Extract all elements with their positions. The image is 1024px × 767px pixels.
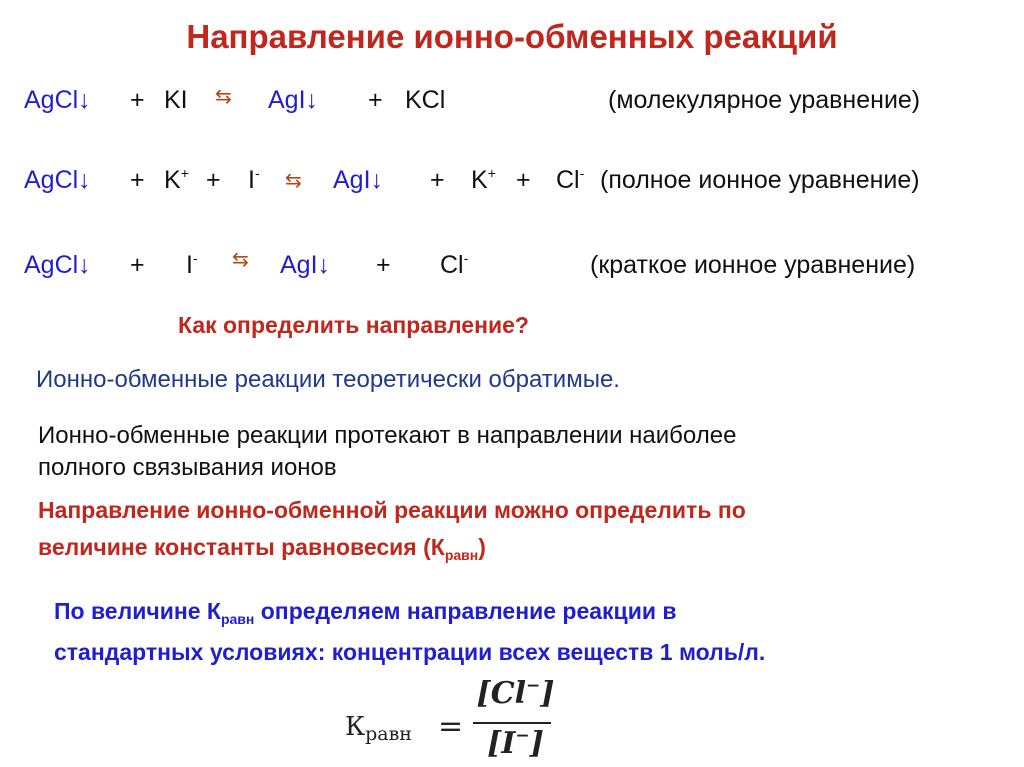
equation-label: (молекулярное уравнение) xyxy=(608,86,921,114)
ion-i: I- xyxy=(248,165,260,194)
equilibrium-arrow-icon: ⇆ xyxy=(285,170,302,192)
plus-sign: + xyxy=(376,251,391,279)
reactant-agcl: AgCl↓ xyxy=(24,251,91,279)
product-agi: AgI↓ xyxy=(280,251,331,279)
statement-line1: Направление ионно-обменной реакции можно определить по xyxy=(38,497,746,523)
statement-line2: величине константы равновесия $(К_{равн})$ xyxy=(38,534,486,563)
equation-label: (краткое ионное уравнение) xyxy=(590,251,916,279)
formula-numerator: [Cl−] xyxy=(476,676,555,711)
ion-cl: Cl- xyxy=(556,165,585,194)
statement-equilibrium-constant xyxy=(38,492,746,566)
fraction-bar xyxy=(473,722,551,724)
plus-sign: + xyxy=(206,166,221,194)
ion-i: I- xyxy=(186,250,198,279)
product-agi: AgI↓ xyxy=(268,86,319,114)
equation-label: (полное ионное уравнение) xyxy=(600,166,920,194)
full-ionic-equation xyxy=(0,166,1024,206)
plus-sign: + xyxy=(130,166,145,194)
short-ionic-equation xyxy=(0,251,1024,291)
statement-binding-line1: Ионно-обменные реакции протекают в направлении наиболее xyxy=(38,422,737,449)
statement-standard-conditions xyxy=(54,591,765,673)
statement-line2: стандартных условиях: концентрации всех веществ 1 моль/л. xyxy=(54,639,766,665)
plus-sign: + xyxy=(430,166,445,194)
reactant-agcl: AgCl↓ xyxy=(24,166,91,194)
plus-sign: + xyxy=(516,166,531,194)
formula-equals: = xyxy=(438,709,464,744)
equilibrium-constant-formula xyxy=(345,676,605,766)
ion-k: K+ xyxy=(471,165,496,194)
reactant-agcl: AgCl↓ xyxy=(24,86,91,114)
statement-binding-line2: полного связывания ионов xyxy=(38,454,337,481)
product-kcl: KCl xyxy=(405,86,446,114)
plus-sign: + xyxy=(130,251,145,279)
ion-cl: Cl- xyxy=(440,250,469,279)
ion-k: K+ xyxy=(164,165,189,194)
formula-lhs: $К_{равн}$ xyxy=(345,712,412,745)
product-agi: AgI↓ xyxy=(333,166,384,194)
statement-binding xyxy=(38,420,736,484)
statement-line1: По величине $К_{равн}$ определяем направление реакции в xyxy=(54,598,677,627)
statement-reversible: Ионно-обменные реакции теоретически обратимые. xyxy=(36,366,620,393)
molecular-equation xyxy=(0,86,1024,126)
equilibrium-arrow-icon: ⇆ xyxy=(232,249,249,271)
plus-sign: + xyxy=(130,86,145,114)
plus-sign: + xyxy=(368,86,383,114)
slide-title: Направление ионно-обменных реакций xyxy=(186,18,838,55)
question-heading: Как определить направление? xyxy=(178,312,529,338)
equilibrium-arrow-icon: ⇆ xyxy=(215,86,232,108)
formula-denominator: [I−] xyxy=(487,726,544,761)
reactant-ki: KI xyxy=(164,86,188,114)
